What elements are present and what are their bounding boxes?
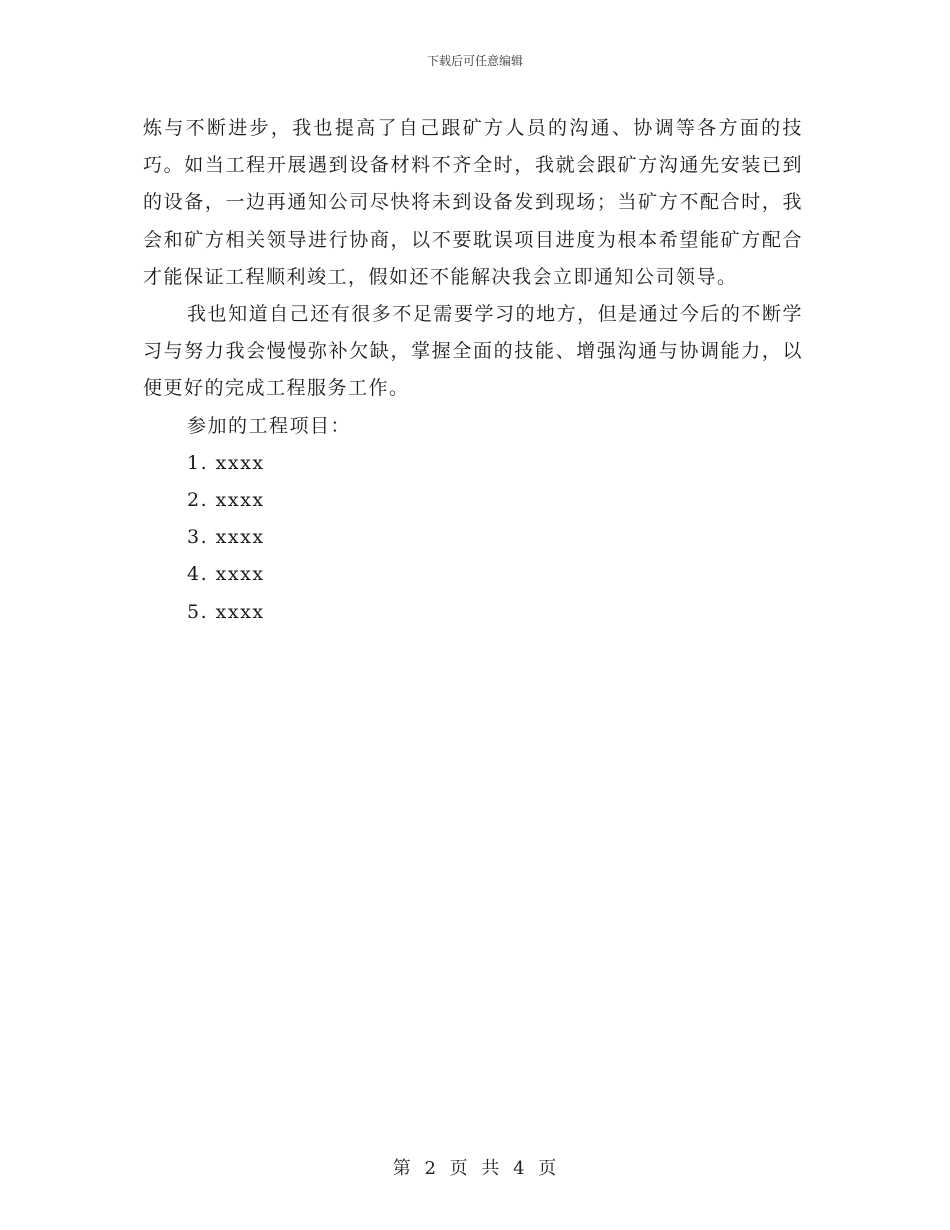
list-item: 2. xxxx	[187, 489, 265, 512]
list-item: 5. xxxx	[187, 600, 265, 623]
project-list	[143, 445, 803, 631]
paragraph-1: 炼与不断进步，我也提高了自己跟矿方人员的沟通、协调等各方面的技巧。如当工程开展遇到设备材料不齐全时，我就会跟矿方沟通先安装已到的设备，一边再通知公司尽快将未到设备发到现场；当矿方不配合时，我会和矿方相关领导进行协商，以不要耽误项目进度为根本希望能矿方配合才能保证工程顺利竣工，假如还不能解决我会立即通知公司领导。	[143, 117, 803, 288]
page-number: 第 2 页 共 4 页	[392, 1158, 558, 1179]
document-body	[143, 110, 803, 631]
project-list-heading: 参加的工程项目：	[187, 414, 352, 437]
list-item: 1. xxxx	[187, 451, 265, 474]
page-header: 下载后可任意编辑	[426, 54, 523, 68]
paragraph-2: 我也知道自己还有很多不足需要学习的地方，但是通过今后的不断学习与努力我会慢慢弥补欠缺，掌握全面的技能、增强沟通与协调能力，以便更好的完成工程服务工作。	[143, 303, 803, 400]
list-item: 4. xxxx	[187, 563, 265, 586]
list-item: 3. xxxx	[187, 526, 265, 549]
